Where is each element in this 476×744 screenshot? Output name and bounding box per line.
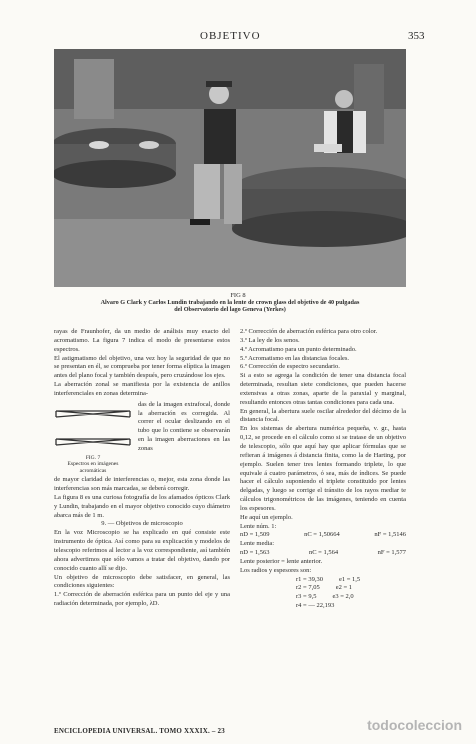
figure-7 (54, 401, 132, 475)
list-item: 3.º La ley de los senos. (240, 336, 300, 344)
figure-8-photograph (54, 49, 406, 287)
radii-table (296, 576, 386, 611)
watermark: todocoleccion (367, 717, 462, 733)
value: nC = 1,50664 (304, 531, 340, 539)
radius: r2 = 7,05 (296, 584, 320, 592)
paragraph: rayas de Fraunhofer, da un medio de análisis muy exacto del acromatismo. La figura 7 indica el modo de presentarse estos espectros. (54, 328, 230, 353)
paragraph: La aberración zonal se manifiesta por la existencia de anillos interferenciales en zonas determina- (54, 381, 230, 397)
radii-row (296, 584, 386, 593)
section-heading: 9. — Objetivos de microscopio (101, 520, 183, 528)
radii-row (296, 576, 386, 585)
list-item: 6.º Corrección de espectro secundario. (240, 363, 340, 371)
radii-row (296, 593, 386, 602)
lens-1-values (240, 531, 406, 540)
radius: r3 = 9,5 (296, 593, 317, 601)
list-item: 4.º Acromatismo para un punto determinado. (240, 345, 357, 353)
photo-illustration (54, 49, 406, 287)
spectrum-diagram (54, 401, 132, 455)
wrapped-text: das de la imagen extrafocal, donde la aberración es corregida. Al correr el ocular deslizando en el tubo que lo contiene se observarán en la imagen aberraciones en las zonas (138, 400, 230, 452)
radius: r1 = 39,30 (296, 575, 323, 583)
figure-7-label: FIG. 7 (85, 454, 101, 461)
radius: r4 = — 22,193 (296, 602, 335, 610)
lens-1-label: Lente núm. 1: (240, 522, 277, 530)
caption-line-1: Alvaro G Clark y Carlos Lundin trabajando en la lente de crown glass del objetivo de 40 pulgadas (100, 299, 360, 306)
paragraph: En la voz Microscopio se ha explicado en qué consiste este instrumento de óptica. Así como para su explicación y modelos de telescopio referimos al lector a la voz correspondiente, así también ahora advertimos que sólo vamos a tratar del objetivo, dando por conocido cuanto allí se dijo. (54, 529, 230, 572)
paragraph: En los sistemas de abertura numérica pequeña, v. gr., hasta 0,12, se procede en el cálculo como si se tratase de un objetivo de telescopio, sólo que aquí hay que aplicar fórmulas que se refieran á imágenes á distancia finita, como la de Harting, por ejemplo. Suelen tener tres lentes formando triplete, lo que equivale á cuatro parámetros, ó sea, más de índices. Se puede hacer el cálculo suponiendo el triplete constituido por lentes delgadas, y luego se corrige el tránsito de los rayos mediar te cálculos trigonométricos de las imágenes, teniendo en cuenta los espesores. (240, 425, 406, 512)
radii-label: Los radios y espesores son: (240, 566, 312, 574)
running-header-title: OBJETIVO (200, 30, 261, 42)
paragraph: Un objetivo de microscopio debe satisfacer, en general, las condiciones siguientes: (54, 573, 230, 590)
paragraph: Si a esto se agrega la condición de tener una distancia focal determinada, resultan siete condiciones, que pueden hacerse extensivas a otras zonas, aparte de la paraxial y marginal, resultando entonces otras tantas condiciones para cada una. (240, 372, 406, 406)
example-intro: He aquí un ejemplo. (240, 513, 293, 521)
figure-7-caption: Espectros en imágenes acromáticas (67, 461, 119, 474)
middle-lens-label: Lente media: (240, 540, 275, 548)
paragraph: de mayor claridad de interferencias o, mejor, esta zona donde las interferencias son más marcadas, se deberá corregir. (54, 476, 230, 493)
paragraph: En general, la abertura suele oscilar alrededor del décimo de la distancia focal. (240, 407, 406, 424)
value: nD = 1,509 (240, 531, 270, 539)
figure-caption (54, 299, 406, 313)
page-footer: ENCICLOPEDIA UNIVERSAL. TOMO XXXIX. – 23 (54, 727, 225, 735)
middle-lens-values (240, 549, 406, 558)
figure-7-block (54, 401, 230, 475)
paragraph: 1.º Corrección de aberración esférica para un punto del eje y una radiación determinada, por ejemplo, λD. (54, 591, 230, 608)
paragraph: El astigmatismo del objetivo, una vez hoy la seguridad de que no se presentan en él, se comprueba por tener forma elíptica la imagen antes del plano focal y también después, pero cruzándose los ejes. (54, 354, 230, 380)
thickness: e2 = 1 (335, 584, 353, 592)
thickness: e1 = 1,5 (338, 575, 361, 583)
left-text-column (54, 328, 230, 609)
page-number: 353 (408, 30, 425, 42)
figure-label: FIG 8 (230, 292, 246, 299)
thickness: e3 = 2,0 (332, 593, 354, 601)
right-text-column (240, 328, 406, 611)
back-lens-label: Lente posterior = lente anterior. (240, 557, 323, 565)
value: nC = 1,564 (308, 549, 339, 557)
value: nD = 1,563 (240, 549, 270, 557)
caption-line-2: del Observatorio del lago Geneva (Yerkes) (174, 306, 286, 314)
paragraph: La figura 8 es una curiosa fotografía de los afamados ópticos Clark y Lundin, trabajando en el mayor objetivo conocido cuyo diámetro abarca más de 1 m. (54, 493, 230, 519)
list-item: 5.º Acromatismo en las distancias focales. (240, 354, 350, 362)
value: nF = 1,577 (377, 549, 406, 557)
spectrum-icon (54, 401, 132, 455)
radii-row (296, 602, 386, 611)
list-item: 2.º Corrección de aberración esférica para otro color. (240, 328, 378, 335)
value: nF = 1,5146 (374, 531, 406, 539)
